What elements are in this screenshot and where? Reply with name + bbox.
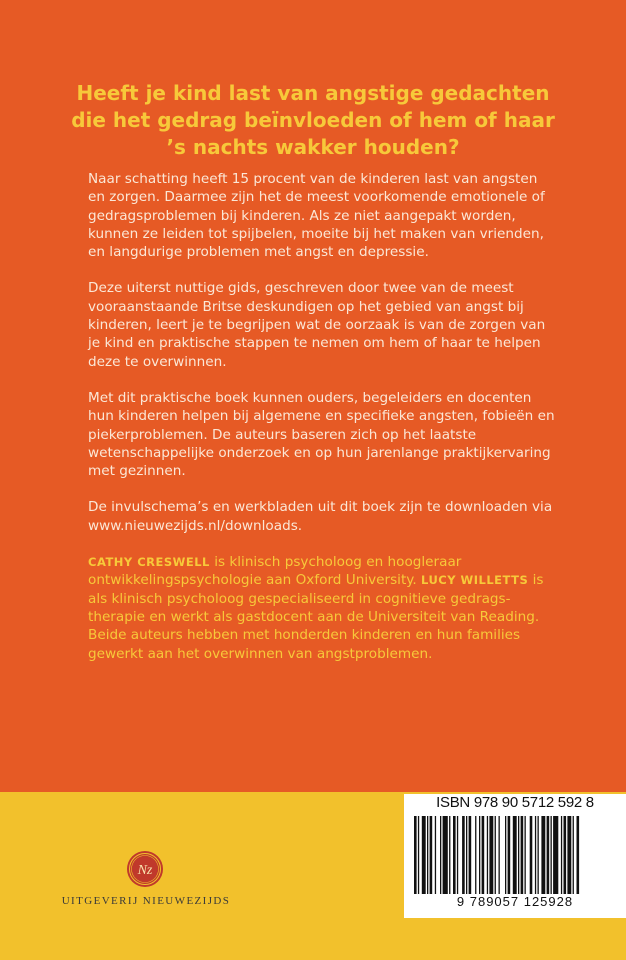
barcode-number: 9 789057 125928 [456, 894, 574, 909]
barcode-bar [418, 816, 419, 894]
barcode [414, 816, 616, 894]
author-name-willetts: LUCY WILLETTS [421, 573, 529, 588]
barcode-bar [440, 816, 441, 894]
barcode-bar [538, 816, 539, 894]
barcode-bar [567, 816, 571, 894]
blurb-paragraph: Met dit praktische boek kunnen ouders, begeleiders en docenten hun kinderen helpen bij algemene en specifieke angsten, fobieën en piekerproblemen. De auteurs baseren zich op het laatste wetenschappelijke onderzoek en op hun jarenlange praktijkervaring met gezinnen. [88, 389, 555, 480]
headline [40, 80, 586, 161]
barcode-bar [457, 816, 458, 894]
barcode-bar [449, 816, 450, 894]
barcode-bar [577, 816, 580, 894]
barcode-bar [541, 816, 545, 894]
headline-line: Heeft je kind last van angstige gedachten [76, 81, 550, 105]
barcode-bar [551, 816, 552, 894]
barcode-bar [453, 816, 456, 894]
barcode-box [404, 794, 626, 918]
barcode-bar [427, 816, 428, 894]
barcode-bar [482, 816, 485, 894]
blurb-paragraph: Naar schatting heeft 15 procent van de kinderen last van angsten en zorgen. Daarmee zijn het de meest voorkomende emotionele of gedragsproblemen bij kinderen. Als ze niet aangepakt worden, kunnen ze leiden tot spijbelen, moeite bij het maken van vrienden, en langdurige problemen met angst en depressie. [88, 171, 545, 261]
barcode-bar [475, 816, 476, 894]
author-bio-creswell: is klinisch psycholoog en hoogleraar ontwikkelingspsychologie aan Oxford University. [88, 554, 462, 589]
barcode-bar [495, 816, 496, 894]
author-credits [88, 553, 558, 663]
barcode-bar [525, 816, 526, 894]
barcode-bar [479, 816, 480, 894]
blurb [88, 170, 558, 681]
barcode-bar [499, 816, 500, 894]
barcode-bar [487, 816, 488, 894]
barcode-bar [547, 816, 550, 894]
publisher-name: UITGEVERIJ NIEUWEZIJDS [61, 895, 231, 907]
barcode-bar [553, 816, 558, 894]
blurb-paragraph: Deze uiterst nuttige gids, geschreven door twee van de meest vooraanstaande Britse deskundigen op het gebied van angst bij kinderen, leert je te begrijpen wat de oorzaak is van de zorgen van je kind en praktische stappen te nemen om hem of haar te helpen deze te overwinnen. [88, 280, 546, 370]
barcode-bar [518, 816, 519, 894]
logo-text: Nz [137, 863, 153, 878]
barcode-bar [462, 816, 465, 894]
barcode-bar [435, 816, 436, 894]
blurb-paragraph: De invulschema’s en werkbladen uit dit boek zijn te downloaden via www.nieuwezijds.nl/downloads. [88, 499, 553, 534]
isbn-label: ISBN 978 90 5712 592 8 [436, 794, 594, 811]
barcode-bar [521, 816, 524, 894]
barcode-bar [564, 816, 567, 894]
publisher-logo-icon [126, 850, 164, 888]
barcode-bar [530, 816, 533, 894]
barcode-bar [561, 816, 562, 894]
headline-line: ’s nachts wakker houden? [166, 135, 460, 159]
barcode-bar [422, 816, 426, 894]
headline-line: die het gedrag beïnvloeden of hem of haar [71, 108, 555, 132]
barcode-bar [508, 816, 511, 894]
barcode-bar [469, 816, 472, 894]
barcode-bar [489, 816, 493, 894]
barcode-bar [505, 816, 506, 894]
barcode-bar [573, 816, 574, 894]
barcode-bar [535, 816, 536, 894]
barcode-bar [466, 816, 467, 894]
author-bio-willetts: is als klinisch psycholoog gespecialiseerd in cognitieve gedragstherapie en werkt als gastdocent aan de Universiteit van Reading. Beide auteurs hebben met honderden kinderen en hun families gewerkt aan het overwinnen van angstproblemen. [88, 572, 544, 662]
barcode-bar [414, 816, 417, 894]
barcode-bar [513, 816, 517, 894]
author-name-creswell: CATHY CRESWELL [88, 555, 210, 570]
barcode-bar [443, 816, 448, 894]
barcode-bar [430, 816, 433, 894]
